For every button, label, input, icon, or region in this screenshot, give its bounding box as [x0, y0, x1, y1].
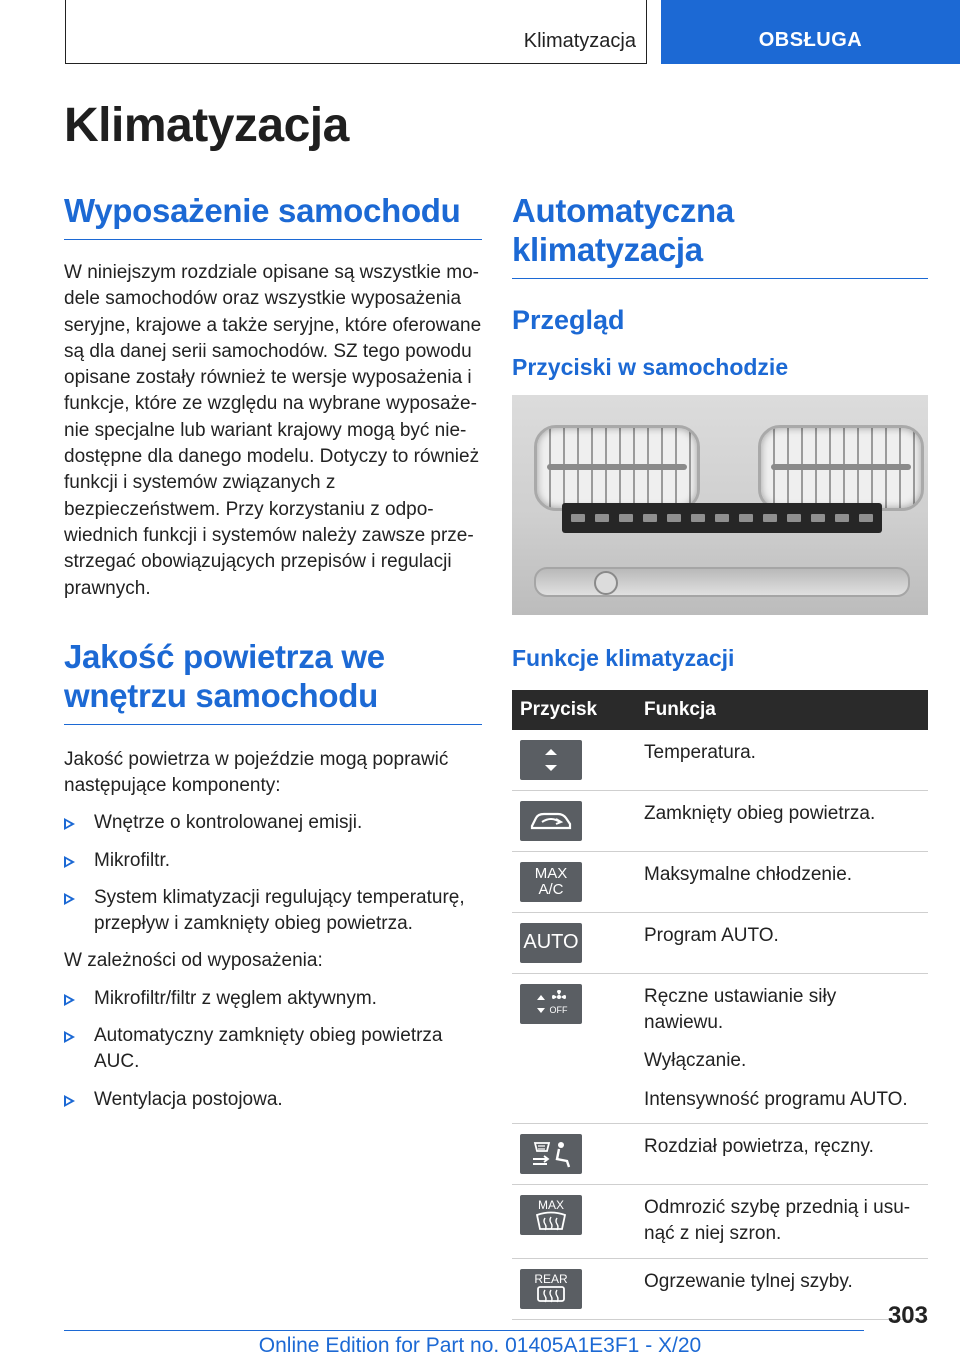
recirculation-icon — [520, 801, 582, 841]
volume-knob — [594, 571, 618, 595]
function-text: Rozdział powietrza, ręczny. — [644, 1136, 874, 1158]
air-distribution-icon — [520, 1134, 582, 1174]
air-quality-heading-line1: Jakość powietrza we — [64, 637, 385, 675]
key-label: OFF — [549, 1005, 568, 1016]
list-item: Automatyczny zamknięty obieg powietrza AUC. — [64, 1023, 482, 1076]
fan-off-icon — [520, 984, 582, 1024]
max-defrost-icon — [520, 1195, 582, 1235]
function-text: Program AUTO. — [644, 924, 779, 946]
page-number: 303 — [887, 1302, 928, 1329]
rear-defrost-icon — [520, 1269, 582, 1309]
table-row — [512, 790, 928, 851]
table-row — [512, 973, 928, 1123]
function-text: Zamknięty obieg powietrza. — [644, 802, 876, 824]
key-label: A/C — [538, 880, 564, 898]
key-label: AUTO — [523, 931, 579, 954]
dependent-label: W zależności od wyposażenia: — [64, 950, 323, 972]
table-row — [512, 912, 928, 973]
list-item: Wentylacja postojowa. — [64, 1087, 482, 1113]
left-column — [64, 192, 482, 1113]
dependent-list — [64, 986, 482, 1113]
list-item: Mikrofiltr. — [64, 848, 482, 874]
table-row — [512, 730, 928, 791]
function-text: Ogrzewanie tylnej szyby. — [644, 1270, 853, 1292]
page-title: Klimatyzacja — [64, 99, 349, 152]
auto-ac-heading: Automatyczna klimatyzacja — [512, 192, 928, 279]
table-row — [512, 851, 928, 912]
air-quality-list — [64, 810, 482, 937]
max-ac-icon — [520, 862, 582, 902]
lower-trim — [534, 567, 910, 597]
air-quality-heading-line2: wnętrzu samochodu — [64, 676, 378, 714]
function-text: Odmrozić szybę przednią i usunąć z niej szron. — [644, 1197, 911, 1245]
table-row — [512, 1258, 928, 1319]
overview-heading: Przegląd — [512, 304, 625, 335]
footer-divider — [64, 1330, 864, 1331]
function-text: Ręczne ustawianie siły nawiewu. — [644, 985, 837, 1034]
functions-heading: Funkcje klimatyzacji — [512, 644, 735, 671]
equipment-heading: Wyposażenie samochodu — [64, 192, 482, 240]
air-quality-heading — [64, 638, 482, 725]
climate-panel-photo — [512, 395, 928, 615]
function-text: Wyłączanie. — [644, 1050, 747, 1072]
right-column — [512, 192, 928, 1320]
header-section-title: Klimatyzacja — [523, 30, 636, 52]
function-text: Temperatura. — [644, 741, 756, 763]
table-header-button: Przycisk — [512, 690, 636, 730]
footer-edition: Online Edition for Part no. 01405A1E3F1 - X/20 — [258, 1334, 702, 1357]
table-row — [512, 1124, 928, 1185]
function-text: Intensywność programu AUTO. — [644, 1088, 908, 1110]
air-vent-left — [534, 425, 700, 511]
buttons-heading: Przyciski w samochodzie — [512, 353, 789, 380]
key-label: REAR — [534, 1271, 568, 1286]
air-quality-intro: Jakość powietrza w pojeździe mogą poprawić następujące komponenty: — [64, 748, 449, 796]
equipment-body: W niniejszym rozdziale opisane są wszystkie modele samochodów oraz wszystkie wyposażenia seryjne, krajowe a także seryjne, które oferowane są dla danej serii samochodów. SZ tego powodu opisane zostały również te wersje wyposażenia i funkcje, które ze względu na wybrane wyposażenie specjalne lub wariant krajowy mogą być niedostępne dla danego modelu. Dotyczy to również funkcji i systemów związanych z bezpieczeństwem. Przy korzystaniu z odpowiednich funkcji i systemów należy zawsze przestrzegać obowiązujących przepisów i regulacji prawnych. — [64, 261, 482, 599]
header-tab-obsluga[interactable]: OBSŁUGA — [661, 0, 960, 64]
list-item: Mikrofiltr/filtr z węglem aktywnym. — [64, 986, 482, 1012]
list-item: Wnętrze o kontrolowanej emisji. — [64, 810, 482, 836]
climate-button-strip — [562, 503, 882, 533]
table-row — [512, 1185, 928, 1259]
temperature-arrows-icon — [520, 740, 582, 780]
key-label: MAX — [534, 864, 568, 882]
function-text: Maksymalne chłodzenie. — [644, 863, 853, 885]
list-item: System klimatyzacji regulujący temperaturę, przepływ i zamknięty obieg powietrza. — [64, 885, 482, 938]
air-vent-right — [758, 425, 924, 511]
functions-table — [512, 690, 928, 1320]
key-label: MAX — [537, 1198, 564, 1213]
table-header-function: Funkcja — [636, 690, 928, 730]
auto-icon — [520, 923, 582, 963]
